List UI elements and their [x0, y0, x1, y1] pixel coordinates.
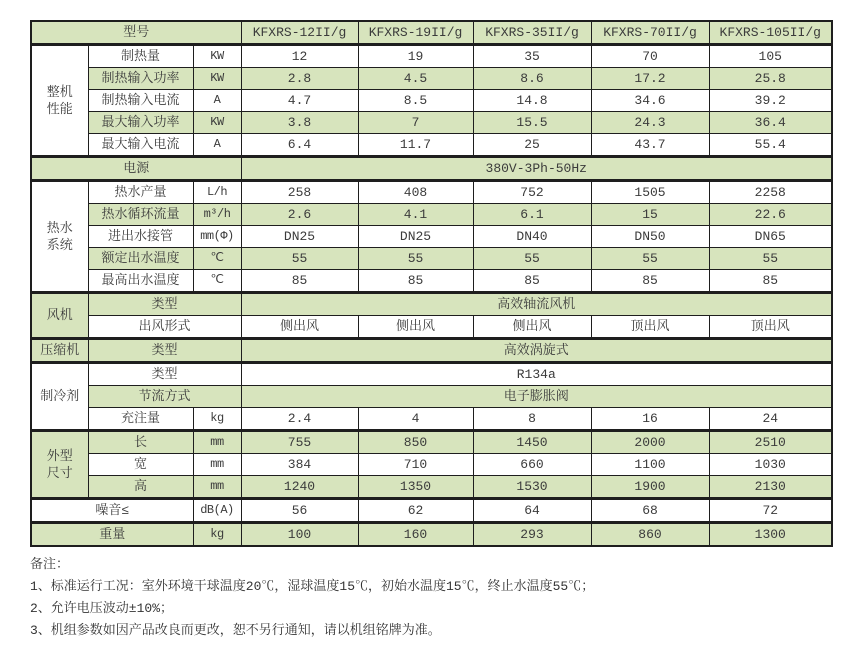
value-cell: 8.5	[358, 90, 473, 112]
row-label-noise: 噪音≤	[31, 499, 193, 523]
table-row	[31, 339, 832, 363]
row-label: 热水产量	[88, 181, 193, 204]
table-row	[31, 270, 832, 293]
value-cell: 56	[241, 499, 358, 523]
row-label: 类型	[88, 293, 241, 316]
value-cell: 68	[591, 499, 709, 523]
row-label: 最高出水温度	[88, 270, 193, 293]
value-cell: 2130	[709, 476, 832, 499]
unit-label: L/h	[193, 181, 241, 204]
value-cell: 侧出风	[473, 316, 591, 339]
table-row	[31, 431, 832, 454]
value-cell: 14.8	[473, 90, 591, 112]
table-row	[31, 386, 832, 408]
value-cell: 1450	[473, 431, 591, 454]
table-row	[31, 476, 832, 499]
unit-label: mm	[193, 454, 241, 476]
value-cell: 15	[591, 204, 709, 226]
value-cell: 72	[709, 499, 832, 523]
table-row	[31, 226, 832, 248]
value-cell: 258	[241, 181, 358, 204]
value-cell: 100	[241, 523, 358, 547]
value-cell: 43.7	[591, 134, 709, 157]
table-row	[31, 112, 832, 134]
value-cell: 160	[358, 523, 473, 547]
table-row	[31, 45, 832, 68]
value-cell: 22.6	[709, 204, 832, 226]
value-cell: 2.8	[241, 68, 358, 90]
spec-table	[30, 20, 833, 547]
row-label: 类型	[88, 363, 241, 386]
value-cell: 4.7	[241, 90, 358, 112]
value-cell: 侧出风	[241, 316, 358, 339]
row-label: 制热量	[88, 45, 193, 68]
value-cell: 36.4	[709, 112, 832, 134]
value-cell: 55	[358, 248, 473, 270]
note-item: 3、机组参数如因产品改良而更改，恕不另行通知，请以机组铭牌为准。	[30, 623, 441, 638]
table-row	[31, 293, 832, 316]
row-label: 长	[88, 431, 193, 454]
note-item: 2、允许电压波动±10%；	[30, 601, 174, 616]
value-cell: 105	[709, 45, 832, 68]
model-name: KFXRS-19II/g	[358, 21, 473, 45]
power-supply-value: 380V-3Ph-50Hz	[241, 157, 832, 181]
notes-heading: 备注：	[30, 557, 70, 572]
value-cell: 2258	[709, 181, 832, 204]
value-cell: 85	[241, 270, 358, 293]
table-row	[31, 204, 832, 226]
value-cell: 85	[709, 270, 832, 293]
value-cell: 85	[358, 270, 473, 293]
unit-label: m³/h	[193, 204, 241, 226]
value-cell: 384	[241, 454, 358, 476]
model-name: KFXRS-70II/g	[591, 21, 709, 45]
row-label: 节流方式	[88, 386, 241, 408]
value-cell: 12	[241, 45, 358, 68]
value-cell: 15.5	[473, 112, 591, 134]
table-row	[31, 68, 832, 90]
value-cell: 39.2	[709, 90, 832, 112]
fan-type-value: 高效轴流风机	[241, 293, 832, 316]
value-cell: 85	[591, 270, 709, 293]
section-label-refrigerant: 制冷剂	[31, 363, 88, 431]
section-label-dimensions: 外型 尺寸	[31, 431, 88, 499]
value-cell: 752	[473, 181, 591, 204]
value-cell: DN65	[709, 226, 832, 248]
value-cell: DN50	[591, 226, 709, 248]
model-name: KFXRS-35II/g	[473, 21, 591, 45]
row-label: 宽	[88, 454, 193, 476]
value-cell: 62	[358, 499, 473, 523]
unit-label: A	[193, 90, 241, 112]
row-label-power-supply: 电源	[31, 157, 241, 181]
value-cell: 4.5	[358, 68, 473, 90]
value-cell: 85	[473, 270, 591, 293]
row-label: 制热输入功率	[88, 68, 193, 90]
value-cell: 55.4	[709, 134, 832, 157]
value-cell: DN40	[473, 226, 591, 248]
value-cell: 850	[358, 431, 473, 454]
compressor-type-value: 高效涡旋式	[241, 339, 832, 363]
value-cell: 24	[709, 408, 832, 431]
row-label: 进出水接管	[88, 226, 193, 248]
value-cell: 3.8	[241, 112, 358, 134]
unit-label: ℃	[193, 270, 241, 293]
value-cell: 1240	[241, 476, 358, 499]
table-row	[31, 134, 832, 157]
value-cell: 1530	[473, 476, 591, 499]
value-cell: 2.6	[241, 204, 358, 226]
value-cell: 17.2	[591, 68, 709, 90]
value-cell: 顶出风	[709, 316, 832, 339]
value-cell: 7	[358, 112, 473, 134]
value-cell: 55	[241, 248, 358, 270]
value-cell: 1030	[709, 454, 832, 476]
value-cell: 860	[591, 523, 709, 547]
value-cell: 顶出风	[591, 316, 709, 339]
value-cell: 755	[241, 431, 358, 454]
value-cell: 34.6	[591, 90, 709, 112]
col-header-model-label: 型号	[31, 21, 241, 45]
value-cell: 4.1	[358, 204, 473, 226]
value-cell: 1300	[709, 523, 832, 547]
value-cell: DN25	[358, 226, 473, 248]
value-cell: 293	[473, 523, 591, 547]
table-row	[31, 21, 832, 45]
row-label: 高	[88, 476, 193, 499]
table-row	[31, 90, 832, 112]
value-cell: 55	[473, 248, 591, 270]
value-cell: 64	[473, 499, 591, 523]
section-label-performance: 整机 性能	[31, 45, 88, 157]
row-label: 额定出水温度	[88, 248, 193, 270]
value-cell: 19	[358, 45, 473, 68]
value-cell: 1900	[591, 476, 709, 499]
value-cell: 710	[358, 454, 473, 476]
row-label: 最大输入电流	[88, 134, 193, 157]
model-name: KFXRS-105II/g	[709, 21, 832, 45]
value-cell: 6.1	[473, 204, 591, 226]
unit-label: KW	[193, 68, 241, 90]
value-cell: 25	[473, 134, 591, 157]
value-cell: 660	[473, 454, 591, 476]
model-name: KFXRS-12II/g	[241, 21, 358, 45]
table-row	[31, 454, 832, 476]
value-cell: 1505	[591, 181, 709, 204]
table-row	[31, 316, 832, 339]
value-cell: 55	[591, 248, 709, 270]
row-label: 出风形式	[88, 316, 241, 339]
throttle-type-value: 电子膨胀阀	[241, 386, 832, 408]
unit-label: mm(Φ)	[193, 226, 241, 248]
value-cell: 1100	[591, 454, 709, 476]
unit-label: A	[193, 134, 241, 157]
unit-label: kg	[193, 523, 241, 547]
value-cell: 70	[591, 45, 709, 68]
unit-label: KW	[193, 45, 241, 68]
table-row	[31, 181, 832, 204]
unit-label: dB(A)	[193, 499, 241, 523]
value-cell: 55	[709, 248, 832, 270]
table-row	[31, 523, 832, 547]
unit-label: KW	[193, 112, 241, 134]
section-label-compressor: 压缩机	[31, 339, 88, 363]
refrigerant-type-value: R134a	[241, 363, 832, 386]
section-label-hot-water-system: 热水 系统	[31, 181, 88, 293]
unit-label: mm	[193, 431, 241, 454]
section-label-fan: 风机	[31, 293, 88, 339]
row-label: 热水循环流量	[88, 204, 193, 226]
value-cell: 24.3	[591, 112, 709, 134]
value-cell: 8	[473, 408, 591, 431]
note-item: 1、标准运行工况：室外环境干球温度20℃，湿球温度15℃，初始水温度15℃，终止水温度55℃；	[30, 579, 595, 594]
table-row	[31, 363, 832, 386]
row-label: 制热输入电流	[88, 90, 193, 112]
table-row	[31, 408, 832, 431]
value-cell: 1350	[358, 476, 473, 499]
value-cell: DN25	[241, 226, 358, 248]
unit-label: mm	[193, 476, 241, 499]
value-cell: 16	[591, 408, 709, 431]
row-label: 充注量	[88, 408, 193, 431]
value-cell: 8.6	[473, 68, 591, 90]
row-label: 类型	[88, 339, 241, 363]
unit-label: ℃	[193, 248, 241, 270]
notes-block	[30, 554, 850, 642]
spec-table-body	[31, 21, 832, 546]
value-cell: 6.4	[241, 134, 358, 157]
row-label: 最大输入功率	[88, 112, 193, 134]
value-cell: 2.4	[241, 408, 358, 431]
value-cell: 35	[473, 45, 591, 68]
value-cell: 侧出风	[358, 316, 473, 339]
value-cell: 4	[358, 408, 473, 431]
value-cell: 2000	[591, 431, 709, 454]
value-cell: 408	[358, 181, 473, 204]
value-cell: 25.8	[709, 68, 832, 90]
value-cell: 2510	[709, 431, 832, 454]
value-cell: 11.7	[358, 134, 473, 157]
table-row	[31, 248, 832, 270]
unit-label: kg	[193, 408, 241, 431]
row-label-weight: 重量	[31, 523, 193, 547]
table-row	[31, 157, 832, 181]
table-row	[31, 499, 832, 523]
